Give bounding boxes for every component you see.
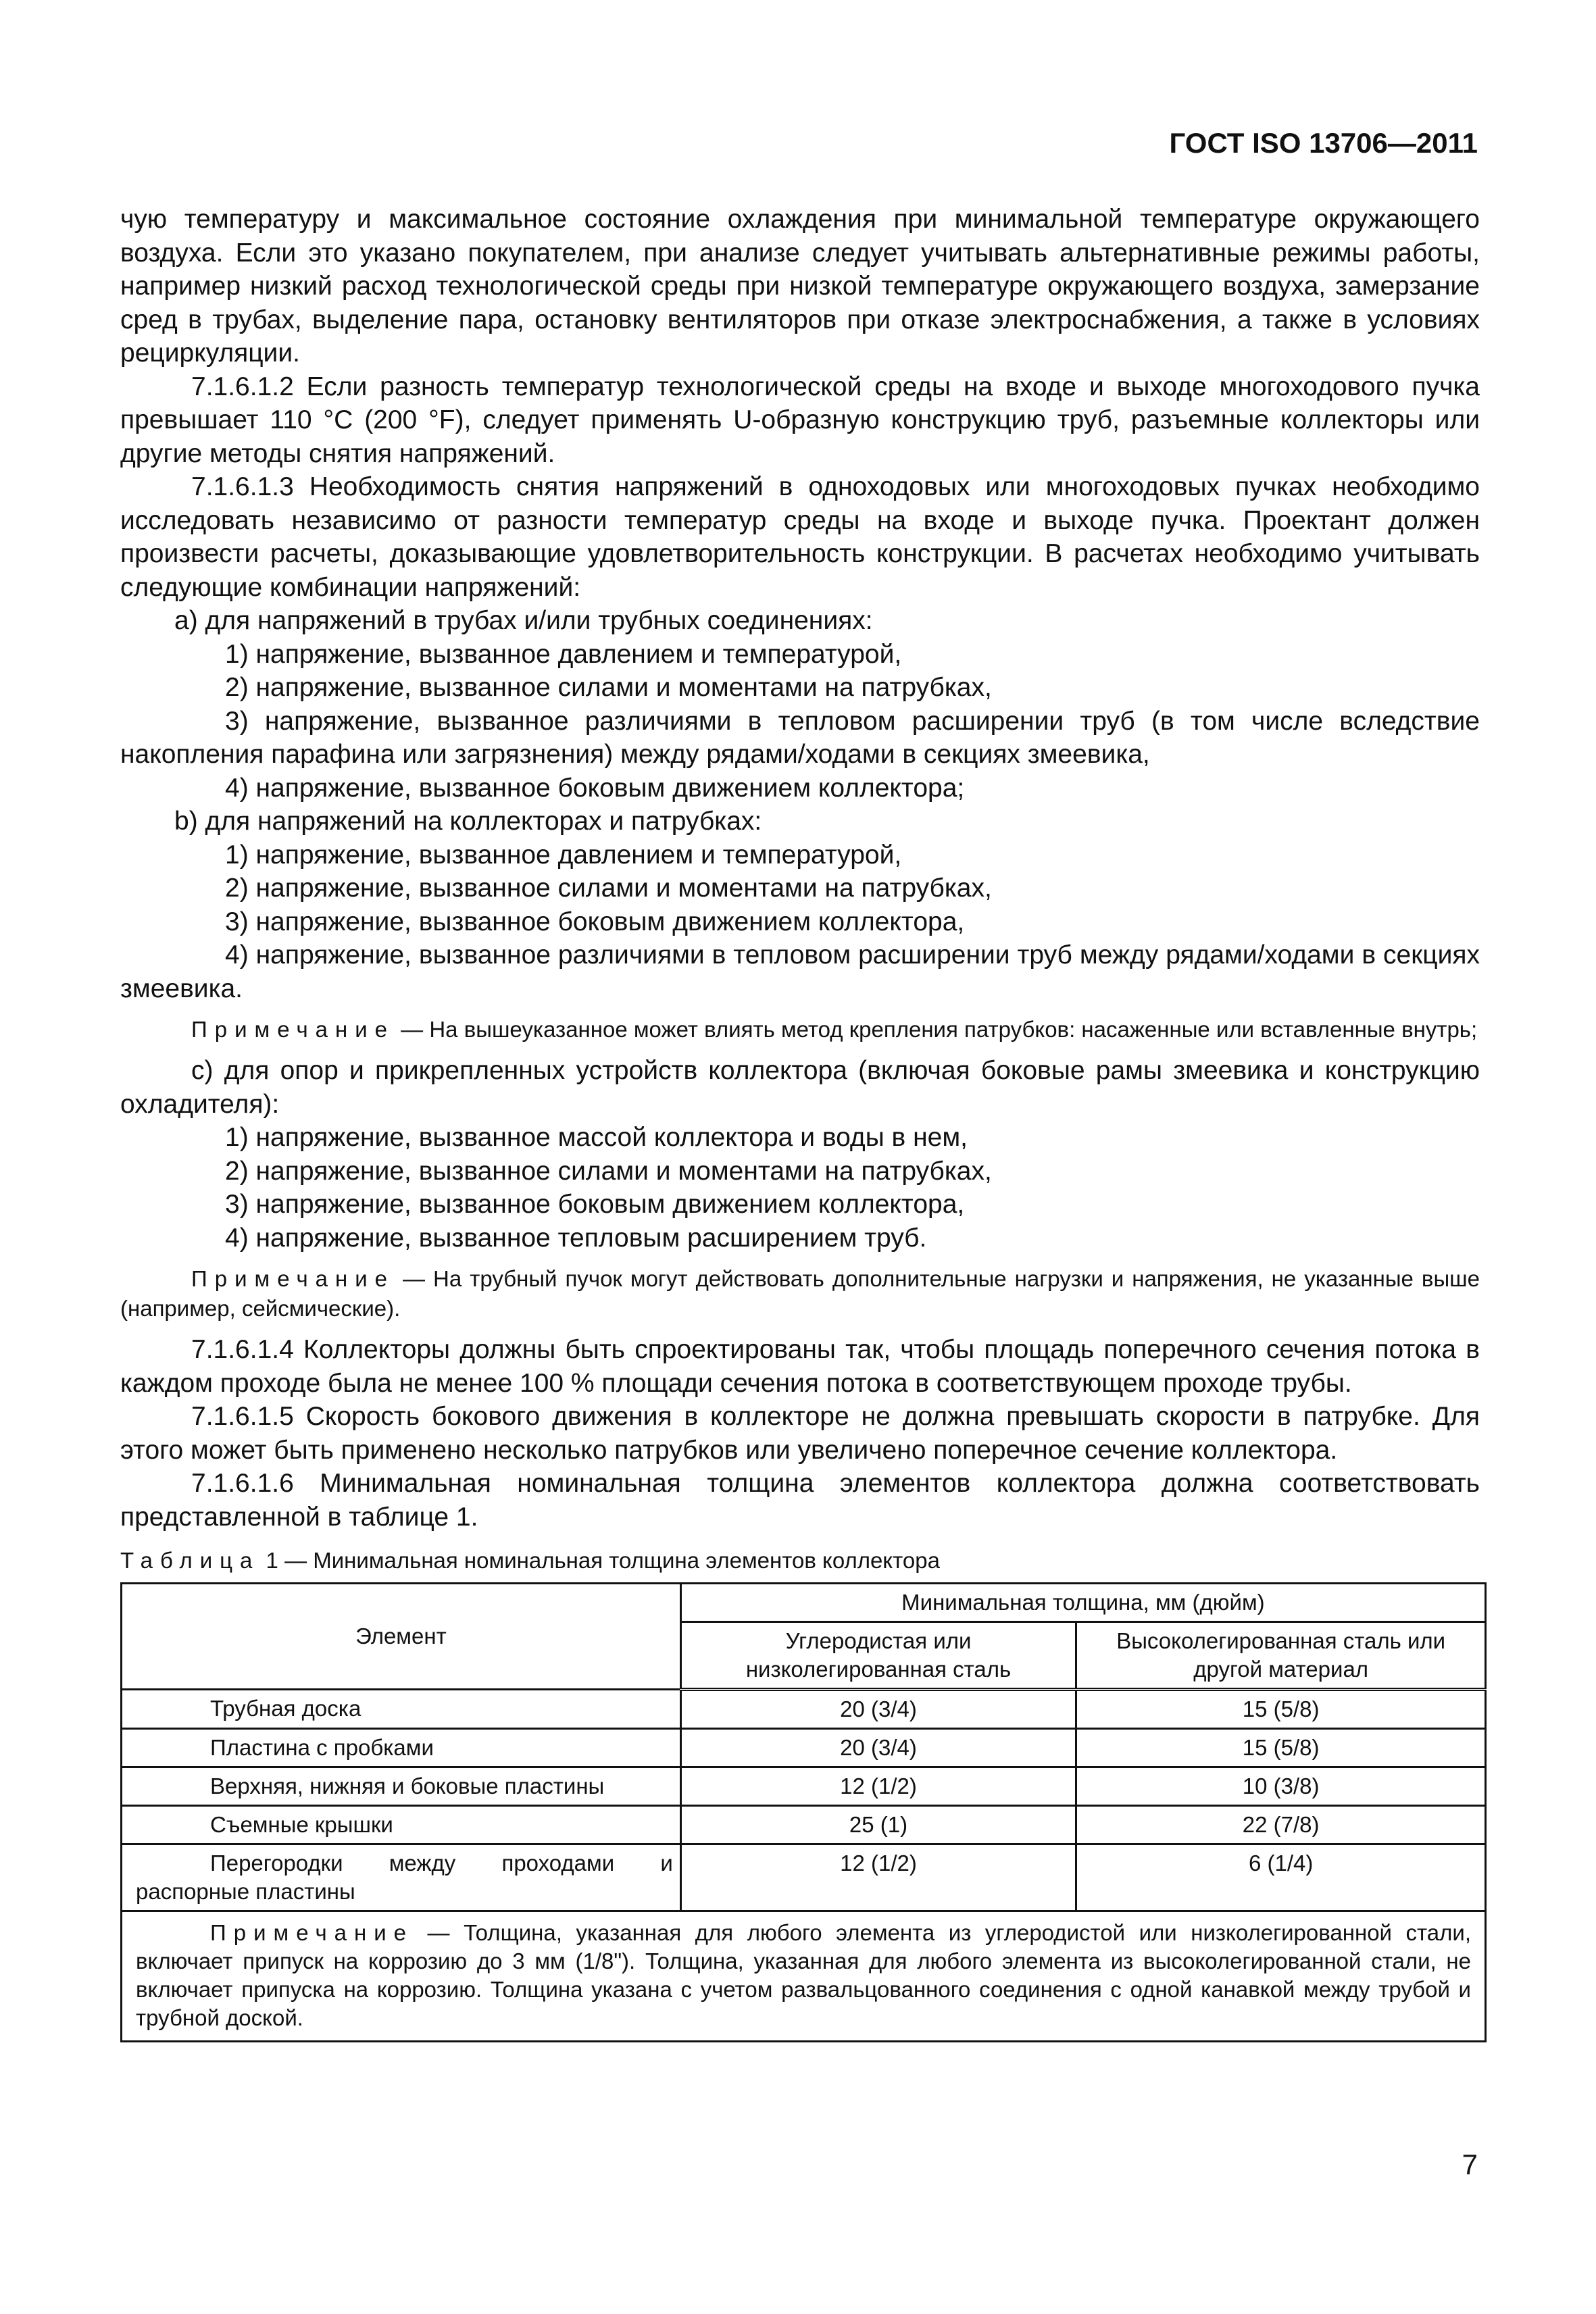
list-item-a3: 3) напряжение, вызванное различиями в тепловом расширении труб (в том числе вследствие накопления парафина или загрязнения) между рядами/ходами в секциях змеевика, (120, 706, 1480, 769)
list-item-c1: 1) напряжение, вызванное массой коллектора и воды в нем, (225, 1123, 968, 1152)
list-item-b1: 1) напряжение, вызванное давлением и температурой, (225, 840, 902, 870)
list-item-c: c) для опор и прикрепленных устройств коллектора (включая боковые рамы змеевика и конструкцию охладителя): (120, 1056, 1480, 1119)
table-row (122, 1729, 1486, 1767)
cell-element: Пластина с пробками (122, 1729, 681, 1767)
thickness-table (120, 1582, 1487, 2042)
paragraph-7-1-6-1-4: 7.1.6.1.4 Коллекторы должны быть спроектированы так, чтобы площадь поперечного сечения потока в каждом проходе была не менее 100 % площади сечения потока в соответствующем проходе трубы. (120, 1335, 1480, 1398)
cell-carbon: 20 (3/4) (680, 1690, 1076, 1729)
cell-carbon: 12 (1/2) (680, 1844, 1076, 1911)
list-item-c3: 3) напряжение, вызванное боковым движением коллектора, (225, 1190, 965, 1219)
note-label: Примечание (191, 1266, 395, 1291)
cell-carbon: 20 (3/4) (680, 1729, 1076, 1767)
cell-element: Съемные крышки (122, 1806, 681, 1844)
list-item-b4: 4) напряжение, вызванное различиями в тепловом расширении труб между рядами/ходами в секциях змеевика. (120, 940, 1480, 1003)
table-caption-text: 1 — Минимальная номинальная толщина элементов коллектора (259, 1548, 940, 1573)
list-item-c4: 4) напряжение, вызванное тепловым расширением труб. (225, 1223, 927, 1253)
document-code: ГОСТ ISO 13706—2011 (1169, 127, 1478, 159)
page-number: 7 (1462, 2148, 1478, 2180)
cell-carbon: 25 (1) (680, 1806, 1076, 1844)
list-item-a4: 4) напряжение, вызванное боковым движением коллектора; (225, 773, 965, 803)
cell-alloy: 15 (5/8) (1076, 1729, 1486, 1767)
paragraph-7-1-6-1-3: 7.1.6.1.3 Необходимость снятия напряжений в одноходовых или многоходовых пучках необходимо исследовать независимо от разности температур среды на входе и выходе пучка. Проектант должен произвести расчеты, доказывающие удовлетворительность конструкции. В расчетах необходимо учитывать следующие комбинации напряжений: (120, 472, 1480, 602)
note-text: — На вышеуказанное может влиять метод крепления патрубков: насаженные или вставленные внутрь; (395, 1017, 1478, 1042)
cell-element: Перегородки между проходами и распорные пластины (122, 1844, 681, 1911)
cell-alloy: 10 (3/8) (1076, 1767, 1486, 1806)
paragraph-continuation: чую температуру и максимальное состояние охлаждения при минимальной температуре окружающего воздуха. Если это указано покупателем, при анализе следует учитывать альтернативные режимы работы, например низкий расход технологической среды при низкой температуре окружающего воздуха, замерзание сред в трубах, выделение пара, остановку вентиляторов при отказе электроснабжения, а также в условиях рециркуляции. (120, 205, 1480, 368)
note-2 (120, 1264, 1480, 1324)
note-label: Примечание (191, 1017, 395, 1042)
list-item-a: a) для напряжений в трубах и/или трубных соединениях: (174, 606, 873, 635)
list-item-c2: 2) напряжение, вызванное силами и моментами на патрубках, (225, 1156, 992, 1186)
cell-element: Трубная доска (122, 1690, 681, 1729)
column-header-alloy: Высоколегированная сталь или другой материал (1076, 1622, 1486, 1690)
table-note-label: Примечание (210, 1920, 414, 1945)
table-row (122, 1806, 1486, 1844)
column-header-element: Элемент (122, 1584, 681, 1690)
list-item-a2: 2) напряжение, вызванное силами и моментами на патрубках, (225, 673, 992, 702)
paragraph-7-1-6-1-2: 7.1.6.1.2 Если разность температур технологической среды на входе и выходе многоходового пучка превышает 110 °С (200 °F), следует применять U-образную конструкцию труб, разъемные коллекторы или другие методы снятия напряжений. (120, 372, 1480, 468)
cell-alloy: 15 (5/8) (1076, 1690, 1486, 1729)
note-text: — На трубный пучок могут действовать дополнительные нагрузки и напряжения, не указанные выше (например, сейсмические). (120, 1266, 1480, 1321)
note-1 (120, 1015, 1480, 1045)
list-item-a1: 1) напряжение, вызванное давлением и температурой, (225, 639, 902, 669)
column-header-carbon: Углеродистая или низколегированная сталь (680, 1622, 1076, 1690)
column-header-group: Минимальная толщина, мм (дюйм) (680, 1584, 1485, 1622)
table-note (122, 1911, 1486, 2042)
cell-alloy: 6 (1/4) (1076, 1844, 1486, 1911)
body-text (120, 203, 1480, 2042)
cell-element: Верхняя, нижняя и боковые пластины (122, 1767, 681, 1806)
table-row (122, 1767, 1486, 1806)
cell-alloy: 22 (7/8) (1076, 1806, 1486, 1844)
table-caption (120, 1546, 1480, 1576)
list-item-b2: 2) напряжение, вызванное силами и моментами на патрубках, (225, 874, 992, 903)
table-row (122, 1844, 1486, 1911)
list-item-b: b) для напряжений на коллекторах и патрубках: (174, 807, 762, 836)
table-row (122, 1690, 1486, 1729)
table-caption-label: Таблица (120, 1548, 260, 1573)
table-note-text: — Толщина, указанная для любого элемента из углеродистой или низколегированной стали, включает припуск на коррозию до 3 мм (1/8"). Толщина, указанная для любого элемента из высоколегированной стали, не включает припуска на коррозию. Толщина указана с учетом развальцованного соединения с одной канавкой между трубой и трубной доской. (136, 1920, 1471, 2030)
cell-carbon: 12 (1/2) (680, 1767, 1076, 1806)
paragraph-7-1-6-1-5: 7.1.6.1.5 Скорость бокового движения в коллекторе не должна превышать скорости в патрубке. Для этого может быть применено несколько патрубков или увеличено поперечное сечение коллектора. (120, 1402, 1480, 1465)
paragraph-7-1-6-1-6: 7.1.6.1.6 Минимальная номинальная толщина элементов коллектора должна соответствовать представленной в таблице 1. (120, 1469, 1480, 1532)
list-item-b3: 3) напряжение, вызванное боковым движением коллектора, (225, 907, 965, 936)
